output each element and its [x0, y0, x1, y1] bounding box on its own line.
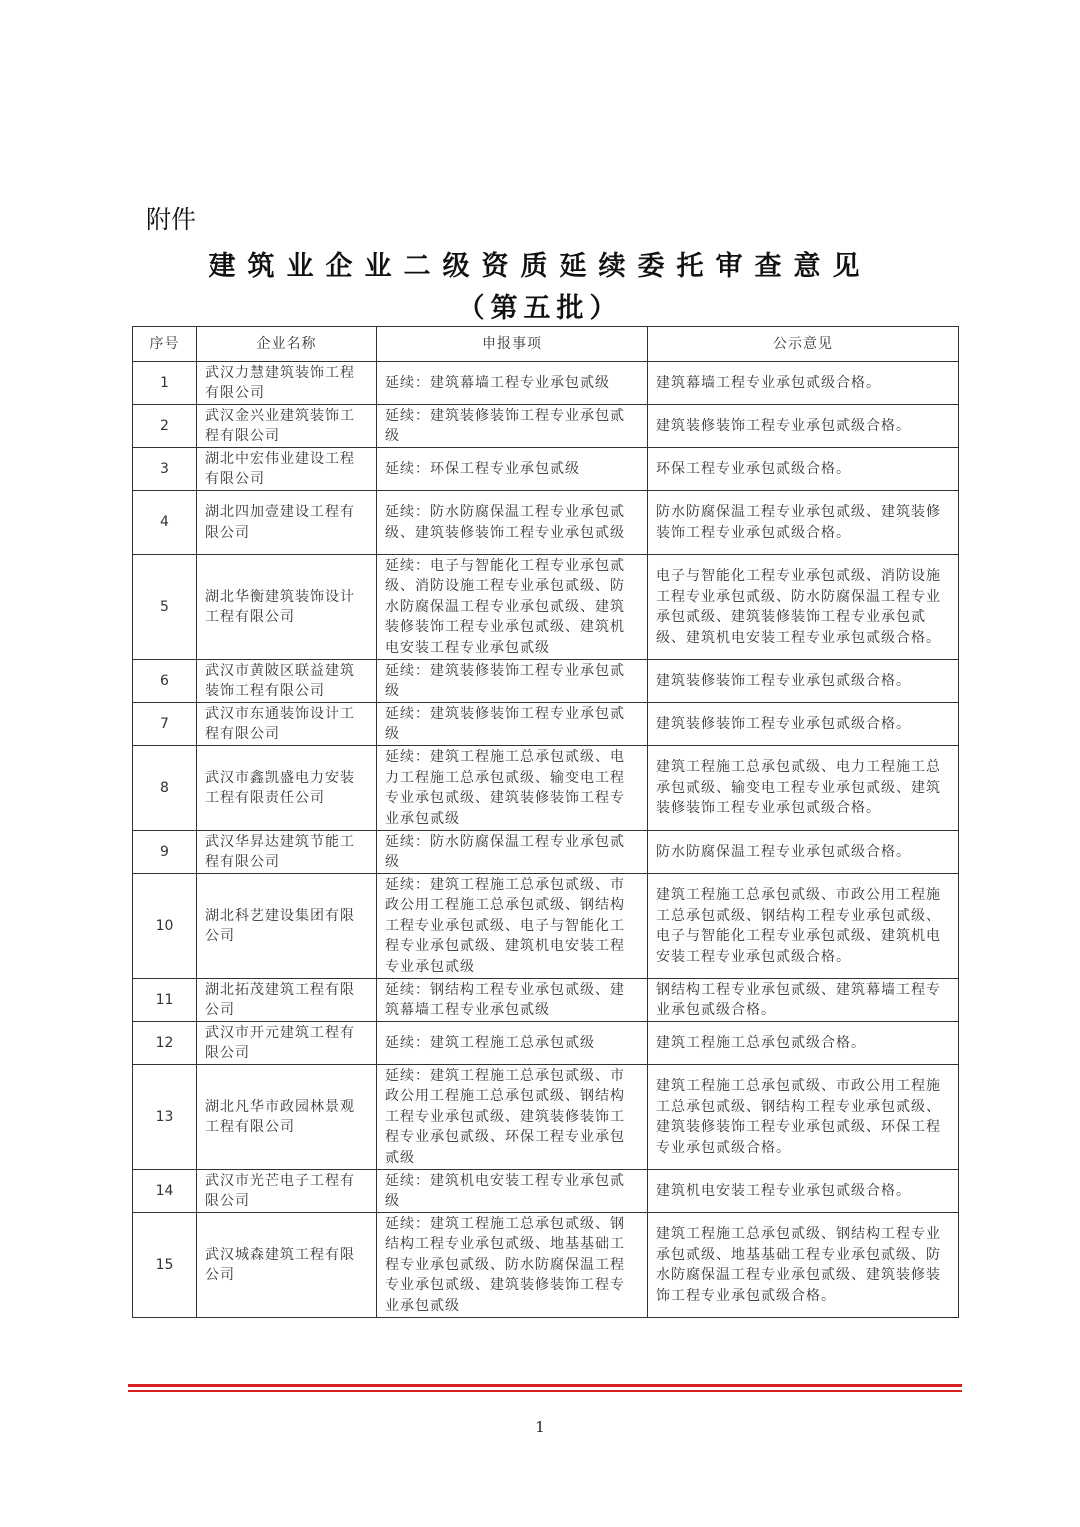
- application-item: 延续：建筑装修装饰工程专业承包贰级: [377, 405, 648, 448]
- footer-rule-thick: [128, 1384, 962, 1387]
- application-item: 延续：建筑幕墙工程专业承包贰级: [377, 362, 648, 405]
- row-number: 5: [133, 555, 197, 660]
- table-row: [133, 874, 959, 979]
- application-item: 延续：建筑工程施工总承包贰级、电力工程施工总承包贰级、输变电工程专业承包贰级、建筑装修装饰工程专业承包贰级: [377, 746, 648, 831]
- table-row: [133, 831, 959, 874]
- company-name: 武汉华昇达建筑节能工程有限公司: [197, 831, 377, 874]
- table-row: [133, 491, 959, 555]
- row-number: 9: [133, 831, 197, 874]
- table-row: [133, 746, 959, 831]
- public-opinion: 防水防腐保温工程专业承包贰级合格。: [648, 831, 959, 874]
- application-item: 延续：建筑工程施工总承包贰级: [377, 1022, 648, 1065]
- company-name: 湖北华衡建筑装饰设计工程有限公司: [197, 555, 377, 660]
- company-name: 武汉城森建筑工程有限公司: [197, 1213, 377, 1318]
- company-name: 湖北中宏伟业建设工程有限公司: [197, 448, 377, 491]
- public-opinion: 建筑工程施工总承包贰级合格。: [648, 1022, 959, 1065]
- table-row: [133, 703, 959, 746]
- row-number: 1: [133, 362, 197, 405]
- table-header-row: [133, 327, 959, 362]
- table-row: [133, 660, 959, 703]
- row-number: 7: [133, 703, 197, 746]
- company-name: 武汉市开元建筑工程有限公司: [197, 1022, 377, 1065]
- table-row: [133, 555, 959, 660]
- application-item: 延续：建筑机电安装工程专业承包贰级: [377, 1170, 648, 1213]
- public-opinion: 钢结构工程专业承包贰级、建筑幕墙工程专业承包贰级合格。: [648, 979, 959, 1022]
- company-name: 武汉力慧建筑装饰工程有限公司: [197, 362, 377, 405]
- application-item: 延续：建筑装修装饰工程专业承包贰级: [377, 703, 648, 746]
- application-item: 延续：环保工程专业承包贰级: [377, 448, 648, 491]
- table-row: [133, 1065, 959, 1170]
- application-item: 延续：防水防腐保温工程专业承包贰级、建筑装修装饰工程专业承包贰级: [377, 491, 648, 555]
- row-number: 13: [133, 1065, 197, 1170]
- public-opinion: 建筑工程施工总承包贰级、市政公用工程施工总承包贰级、钢结构工程专业承包贰级、电子与智能化工程专业承包贰级、建筑机电安装工程专业承包贰级合格。: [648, 874, 959, 979]
- review-opinion-table: [132, 326, 959, 1318]
- row-number: 2: [133, 405, 197, 448]
- header-serial-number: 序号: [133, 327, 197, 362]
- public-opinion: 建筑工程施工总承包贰级、市政公用工程施工总承包贰级、钢结构工程专业承包贰级、建筑装修装饰工程专业承包贰级、环保工程专业承包贰级合格。: [648, 1065, 959, 1170]
- application-item: 延续：建筑装修装饰工程专业承包贰级: [377, 660, 648, 703]
- company-name: 湖北凡华市政园林景观工程有限公司: [197, 1065, 377, 1170]
- public-opinion: 建筑装修装饰工程专业承包贰级合格。: [648, 703, 959, 746]
- page-number: 1: [535, 1418, 545, 1436]
- application-item: 延续：建筑工程施工总承包贰级、钢结构工程专业承包贰级、地基基础工程专业承包贰级、防水防腐保温工程专业承包贰级、建筑装修装饰工程专业承包贰级: [377, 1213, 648, 1318]
- company-name: 武汉市东通装饰设计工程有限公司: [197, 703, 377, 746]
- table-row: [133, 1170, 959, 1213]
- company-name: 湖北四加壹建设工程有限公司: [197, 491, 377, 555]
- footer-rule-thin: [128, 1390, 962, 1392]
- public-opinion: 环保工程专业承包贰级合格。: [648, 448, 959, 491]
- document-subtitle: （第五批）: [457, 293, 623, 324]
- table-row: [133, 362, 959, 405]
- application-item: 延续：钢结构工程专业承包贰级、建筑幕墙工程专业承包贰级: [377, 979, 648, 1022]
- public-opinion: 建筑机电安装工程专业承包贰级合格。: [648, 1170, 959, 1213]
- company-name: 湖北科艺建设集团有限公司: [197, 874, 377, 979]
- public-opinion: 建筑工程施工总承包贰级、钢结构工程专业承包贰级、地基基础工程专业承包贰级、防水防腐保温工程专业承包贰级、建筑装修装饰工程专业承包贰级合格。: [648, 1213, 959, 1318]
- company-name: 武汉市鑫凯盛电力安装工程有限责任公司: [197, 746, 377, 831]
- company-name: 武汉市光芒电子工程有限公司: [197, 1170, 377, 1213]
- public-opinion: 防水防腐保温工程专业承包贰级、建筑装修装饰工程专业承包贰级合格。: [648, 491, 959, 555]
- row-number: 15: [133, 1213, 197, 1318]
- public-opinion: 建筑装修装饰工程专业承包贰级合格。: [648, 405, 959, 448]
- header-company-name: 企业名称: [197, 327, 377, 362]
- row-number: 14: [133, 1170, 197, 1213]
- public-opinion: 电子与智能化工程专业承包贰级、消防设施工程专业承包贰级、防水防腐保温工程专业承包贰级、建筑装修装饰工程专业承包贰级、建筑机电安装工程专业承包贰级合格。: [648, 555, 959, 660]
- row-number: 8: [133, 746, 197, 831]
- application-item: 延续：建筑工程施工总承包贰级、市政公用工程施工总承包贰级、钢结构工程专业承包贰级、电子与智能化工程专业承包贰级、建筑机电安装工程专业承包贰级: [377, 874, 648, 979]
- row-number: 6: [133, 660, 197, 703]
- row-number: 3: [133, 448, 197, 491]
- table-row: [133, 448, 959, 491]
- attachment-label: 附件: [146, 205, 197, 234]
- table-row: [133, 1022, 959, 1065]
- header-application-item: 申报事项: [377, 327, 648, 362]
- application-item: 延续：防水防腐保温工程专业承包贰级: [377, 831, 648, 874]
- table-row: [133, 405, 959, 448]
- table-row: [133, 1213, 959, 1318]
- document-title: 建筑业企业二级资质延续委托审查意见: [208, 251, 872, 282]
- application-item: 延续：电子与智能化工程专业承包贰级、消防设施工程专业承包贰级、防水防腐保温工程专业承包贰级、建筑装修装饰工程专业承包贰级、建筑机电安装工程专业承包贰级: [377, 555, 648, 660]
- row-number: 4: [133, 491, 197, 555]
- row-number: 10: [133, 874, 197, 979]
- row-number: 11: [133, 979, 197, 1022]
- table-row: [133, 979, 959, 1022]
- row-number: 12: [133, 1022, 197, 1065]
- company-name: 湖北拓茂建筑工程有限公司: [197, 979, 377, 1022]
- header-public-opinion: 公示意见: [648, 327, 959, 362]
- company-name: 武汉金兴业建筑装饰工程有限公司: [197, 405, 377, 448]
- public-opinion: 建筑装修装饰工程专业承包贰级合格。: [648, 660, 959, 703]
- company-name: 武汉市黄陂区联益建筑装饰工程有限公司: [197, 660, 377, 703]
- public-opinion: 建筑工程施工总承包贰级、电力工程施工总承包贰级、输变电工程专业承包贰级、建筑装修装饰工程专业承包贰级合格。: [648, 746, 959, 831]
- application-item: 延续：建筑工程施工总承包贰级、市政公用工程施工总承包贰级、钢结构工程专业承包贰级、建筑装修装饰工程专业承包贰级、环保工程专业承包贰级: [377, 1065, 648, 1170]
- public-opinion: 建筑幕墙工程专业承包贰级合格。: [648, 362, 959, 405]
